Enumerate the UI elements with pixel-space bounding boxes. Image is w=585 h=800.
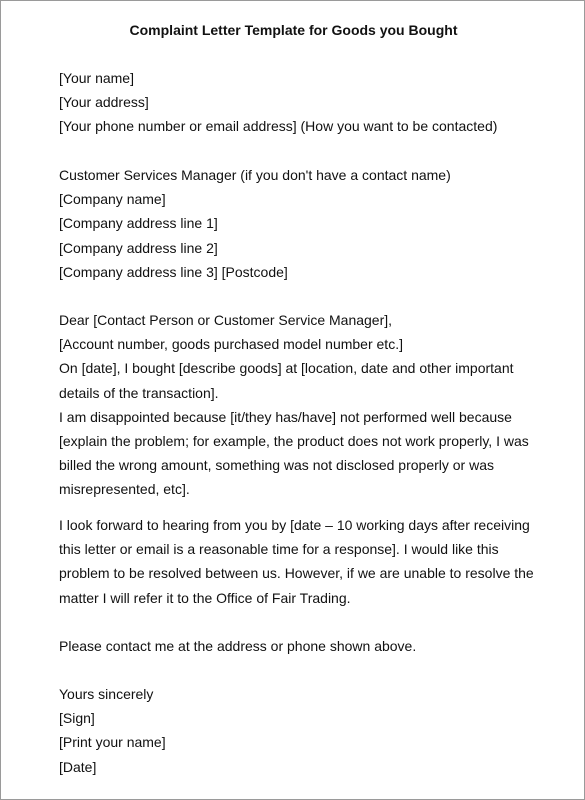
sender-contact: [Your phone number or email address] (How you want to be contacted) — [59, 118, 498, 135]
recipient-company-name: [Company name] — [59, 191, 166, 208]
body-line: matter I will refer it to the Office of Fair Trading. — [59, 589, 351, 606]
letter-closing — [59, 682, 559, 779]
sender-address: [Your address] — [59, 94, 149, 111]
body-line: misrepresented, etc]. — [59, 481, 190, 498]
body-line: I look forward to hearing from you by [date – 10 working days after receiving — [59, 517, 530, 533]
body-line: billed the wrong amount, something was not disclosed properly or was — [59, 457, 495, 474]
body-line: I am disappointed because [it/they has/have] not performed well because — [59, 408, 512, 425]
recipient-title: Customer Services Manager (if you don't have a contact name) — [59, 167, 451, 183]
sender-name: [Your name] — [59, 70, 134, 86]
salutation: Dear [Contact Person or Customer Service Manager], — [59, 312, 393, 328]
letter-body-paragraph-1 — [59, 308, 559, 502]
signature-placeholder: [Sign] — [59, 710, 95, 727]
body-line: [explain the problem; for example, the product does not work properly, I was — [59, 433, 529, 450]
body-line: problem to be resolved between us. However, if we are unable to resolve the — [59, 565, 534, 582]
body-line: details of the transaction]. — [59, 384, 219, 401]
recipient-address-line-2: [Company address line 2] — [59, 239, 218, 256]
recipient-details — [59, 163, 559, 284]
sender-details — [59, 66, 559, 139]
printed-name-placeholder: [Print your name] — [59, 734, 166, 751]
document-title: Complaint Letter Template for Goods you Bought — [129, 22, 458, 38]
body-line: Please contact me at the address or phone shown above. — [59, 638, 417, 654]
body-line: this letter or email is a reasonable time for a response]. I would like this — [59, 541, 499, 558]
letter-body-paragraph-2 — [59, 513, 559, 610]
recipient-address-line-1: [Company address line 1] — [59, 215, 218, 232]
recipient-address-line-3: [Company address line 3] [Postcode] — [59, 263, 288, 280]
account-reference: [Account number, goods purchased model number etc.] — [59, 336, 403, 353]
sign-off: Yours sincerely — [59, 686, 154, 702]
body-line: On [date], I bought [describe goods] at [location, date and other important — [59, 360, 514, 377]
letter-body-paragraph-3 — [59, 634, 559, 658]
date-placeholder: [Date] — [59, 758, 97, 775]
